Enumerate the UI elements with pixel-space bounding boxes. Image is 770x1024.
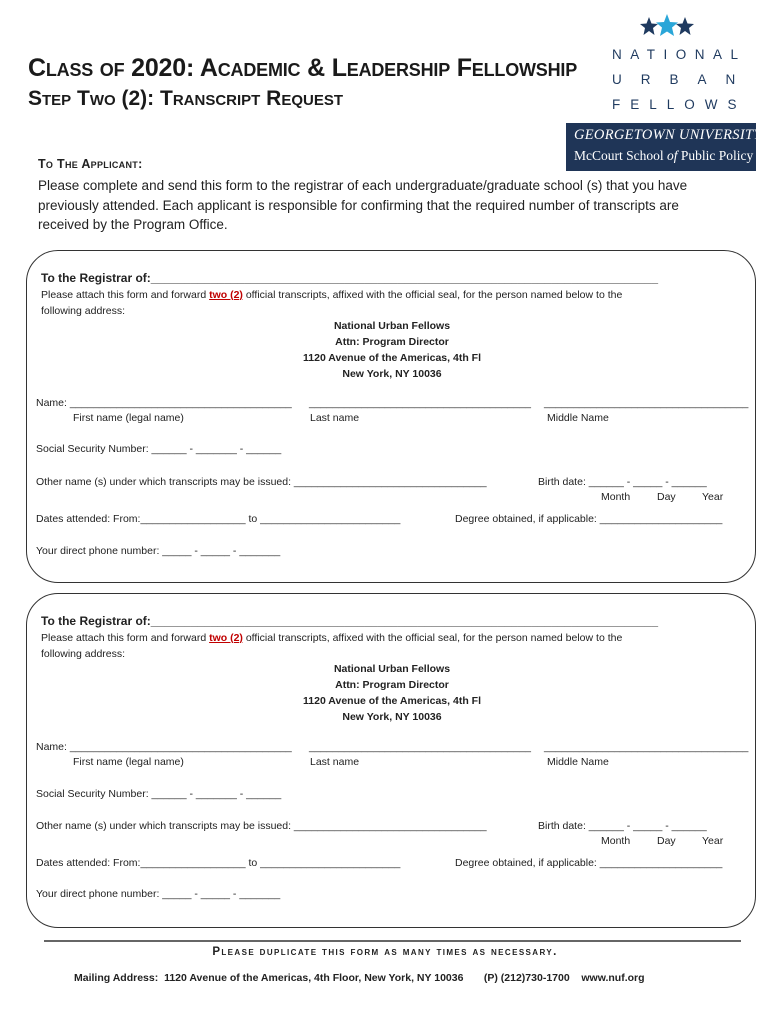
nuf-logo-line3: FELLOWS bbox=[612, 97, 747, 112]
middle-name-field[interactable]: ___________________________________ bbox=[544, 397, 749, 409]
instructions-line: Please attach this form and forward two (2) official transcripts, affixed with the official seal, for the person named below to the bbox=[41, 289, 623, 301]
duplicate-notice: Please duplicate this form as many times as necessary. bbox=[212, 946, 558, 958]
day-label: Day bbox=[657, 491, 676, 503]
instructions-line-2: following address: bbox=[41, 305, 126, 317]
phone-number: (P) (212)730-1700 bbox=[483, 972, 570, 984]
first-name-field[interactable]: Name: ______________________________________ bbox=[36, 741, 292, 753]
transcript-form-2 bbox=[26, 593, 756, 928]
website-link: www.nuf.org bbox=[581, 972, 645, 984]
address-line-1: National Urban Fellows bbox=[333, 320, 451, 332]
footer-divider bbox=[44, 940, 741, 942]
middle-name-label: Middle Name bbox=[547, 412, 609, 424]
address-line-4: New York, NY 10036 bbox=[342, 368, 442, 380]
nuf-logo-line2: URBAN bbox=[612, 72, 755, 87]
dates-attended-field[interactable]: Dates attended: From:__________________ to ________________________ bbox=[36, 513, 401, 525]
georgetown-logo-line1: GEORGETOWN UNIVERSITY bbox=[574, 127, 762, 143]
birth-date-field[interactable]: Birth date: ______ - _____ - ______ bbox=[538, 476, 707, 488]
instructions-line-2: following address: bbox=[41, 648, 126, 660]
first-name-field[interactable]: Name: ______________________________________ bbox=[36, 397, 292, 409]
other-names-field[interactable]: Other name (s) under which transcripts may be issued: _________________________________ bbox=[36, 476, 487, 488]
applicant-heading: To The Applicant: bbox=[38, 157, 143, 171]
address-line-3: 1120 Avenue of the Americas, 4th Fl bbox=[303, 695, 481, 707]
two-copies-highlight: two (2) bbox=[209, 289, 243, 301]
address-line-1: National Urban Fellows bbox=[333, 663, 451, 675]
phone-field[interactable]: Your direct phone number: _____ - _____ - _______ bbox=[36, 888, 281, 900]
transcript-form-1 bbox=[26, 250, 756, 583]
middle-name-field[interactable]: ___________________________________ bbox=[544, 741, 749, 753]
month-label: Month bbox=[601, 835, 631, 847]
month-label: Month bbox=[601, 491, 631, 503]
georgetown-logo-line2: McCourt School of Public Policy bbox=[574, 148, 754, 163]
year-label: Year bbox=[702, 835, 724, 847]
address-line-2: Attn: Program Director bbox=[335, 679, 449, 691]
georgetown-logo bbox=[566, 123, 762, 171]
applicant-instructions: Please complete and send this form to the registrar of each undergraduate/graduate school (s) that you have previously attended. Each applicant is responsible for confirming that the required number of transcripts are received by the Program Office. bbox=[38, 178, 688, 232]
dates-attended-field[interactable]: Dates attended: From:__________________ to ________________________ bbox=[36, 857, 401, 869]
form-subtitle: Step Two (2): Transcript Request bbox=[28, 87, 344, 110]
last-name-label: Last name bbox=[310, 412, 360, 424]
address-line-4: New York, NY 10036 bbox=[342, 711, 442, 723]
last-name-field[interactable]: ______________________________________ bbox=[309, 741, 531, 753]
phone-field[interactable]: Your direct phone number: _____ - _____ - _______ bbox=[36, 545, 281, 557]
last-name-label: Last name bbox=[310, 756, 360, 768]
middle-name-label: Middle Name bbox=[547, 756, 609, 768]
other-names-field[interactable]: Other name (s) under which transcripts may be issued: _________________________________ bbox=[36, 820, 487, 832]
day-label: Day bbox=[657, 835, 676, 847]
ssn-field[interactable]: Social Security Number: ______ - _______ - ______ bbox=[36, 788, 282, 800]
first-name-label: First name (legal name) bbox=[73, 412, 184, 424]
degree-field[interactable]: Degree obtained, if applicable: _____________________ bbox=[455, 857, 723, 869]
ssn-field[interactable]: Social Security Number: ______ - _______ - ______ bbox=[36, 443, 282, 455]
year-label: Year bbox=[702, 491, 724, 503]
address-line-2: Attn: Program Director bbox=[335, 336, 449, 348]
birth-date-field[interactable]: Birth date: ______ - _____ - ______ bbox=[538, 820, 707, 832]
instructions-line: Please attach this form and forward two (2) official transcripts, affixed with the official seal, for the person named below to the bbox=[41, 632, 623, 644]
two-copies-highlight: two (2) bbox=[209, 632, 243, 644]
address-line-3: 1120 Avenue of the Americas, 4th Fl bbox=[303, 352, 481, 364]
form-title: Class of 2020: Academic & Leadership Fellowship bbox=[28, 54, 578, 82]
degree-field[interactable]: Degree obtained, if applicable: _____________________ bbox=[455, 513, 723, 525]
stars-icon bbox=[639, 14, 695, 38]
nuf-logo-line1: NATIONAL bbox=[612, 47, 747, 62]
registrar-field[interactable]: To the Registrar of:____________________________________________________________________________ bbox=[41, 614, 658, 628]
mailing-address: Mailing Address: 1120 Avenue of the Americas, 4th Floor, New York, NY 10036 (P) (212)730-1700 www.nuf.org bbox=[74, 972, 645, 984]
last-name-field[interactable]: ______________________________________ bbox=[309, 397, 531, 409]
registrar-field[interactable]: To the Registrar of:____________________________________________________________________________ bbox=[41, 271, 658, 285]
first-name-label: First name (legal name) bbox=[73, 756, 184, 768]
